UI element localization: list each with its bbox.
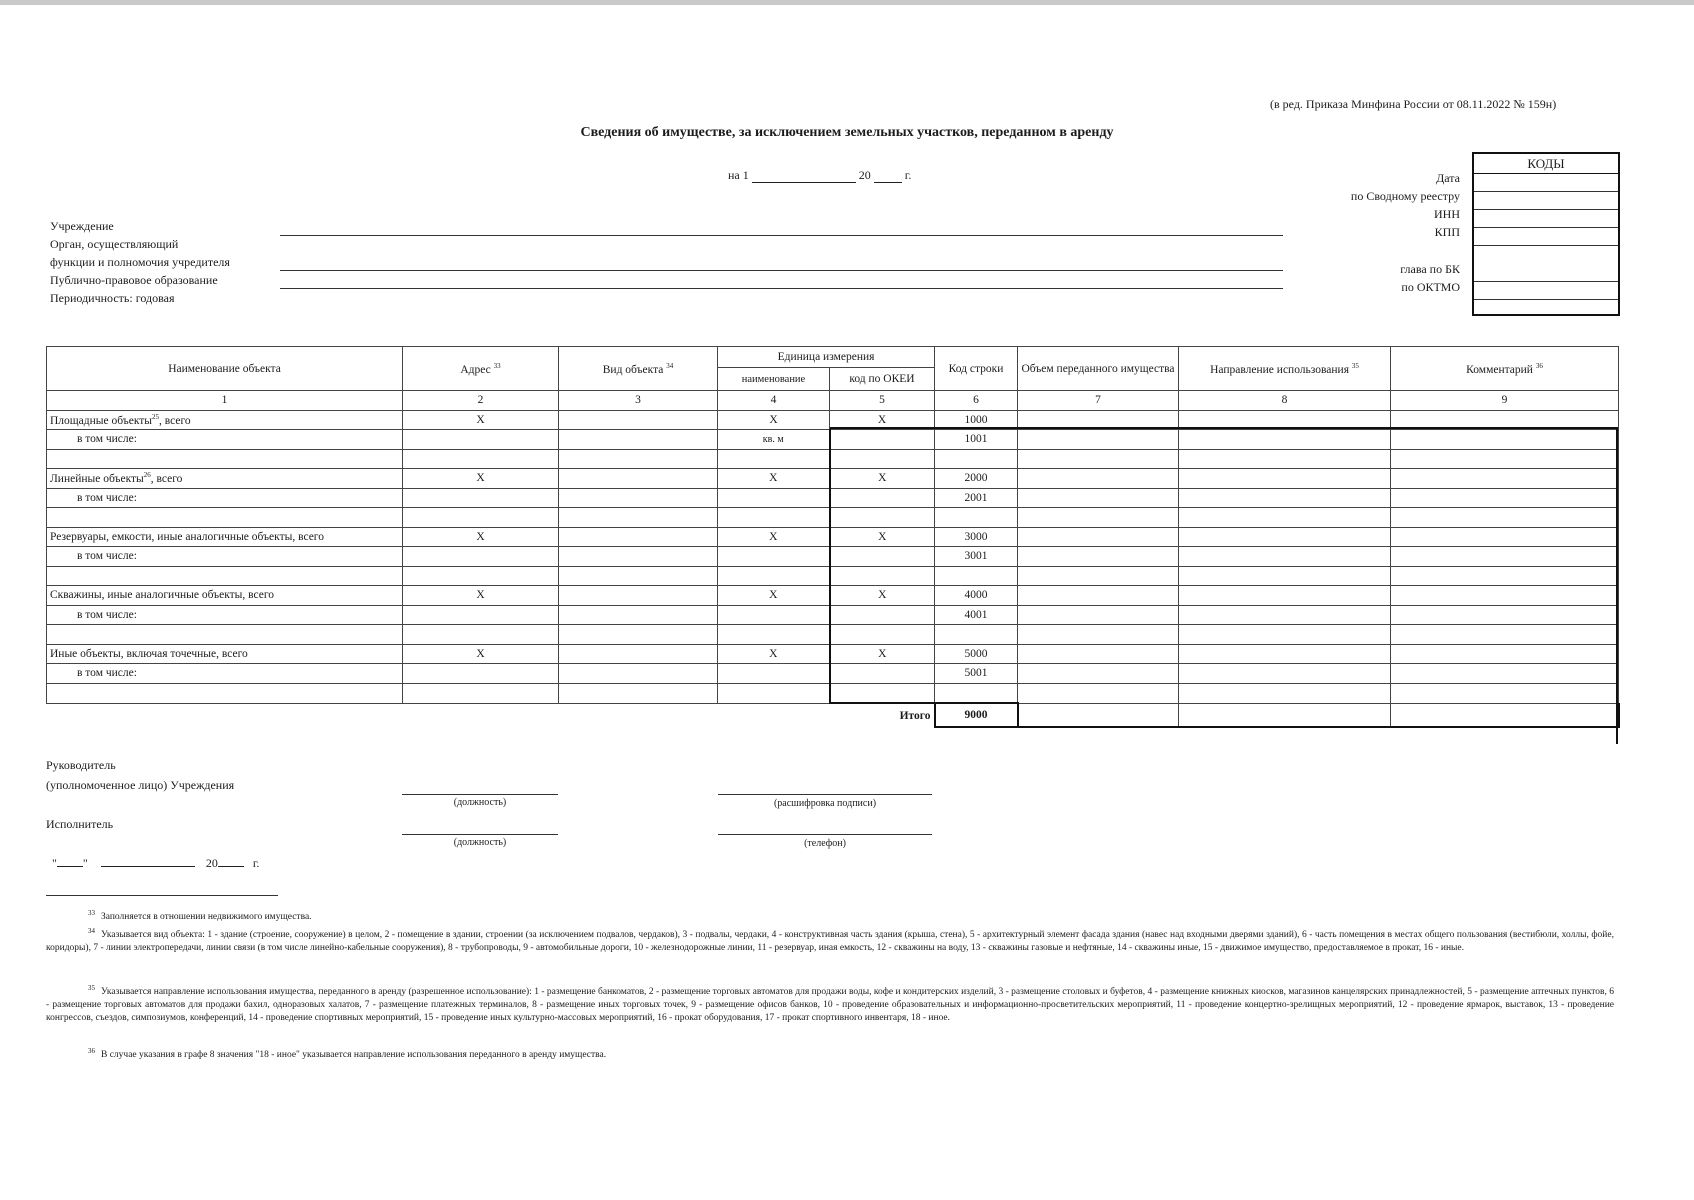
date-day-month-field[interactable] xyxy=(752,182,856,183)
public-entity-field-line[interactable] xyxy=(280,288,1283,289)
row-sub-code: 5001 xyxy=(935,664,1018,684)
row-volume-cell[interactable] xyxy=(1018,605,1179,625)
row-code: 2000 xyxy=(935,469,1018,489)
label-periodicity: Периодичность: годовая xyxy=(50,291,175,305)
col-header-volume: Объем переданного имущества xyxy=(1018,347,1179,391)
total-row xyxy=(47,703,1619,727)
footnote-33: $^{33}$ Заполняется в отношении недвижимого имущества. xyxy=(88,909,312,923)
date-year-field[interactable] xyxy=(874,182,902,183)
col-header-comment: Комментарий $^{36}$ xyxy=(1391,347,1619,391)
executor-phone-line[interactable] xyxy=(718,834,932,835)
col-header-name: Наименование объекта xyxy=(47,347,403,391)
executor-position-line[interactable] xyxy=(402,834,558,835)
row-code: 1000 xyxy=(935,410,1018,430)
page-title: Сведения об имуществе, за исключением земельных участков, переданном в аренду xyxy=(580,125,1114,140)
row-kind-cell[interactable] xyxy=(559,664,718,684)
row-okei: Х xyxy=(830,469,935,489)
head-position-caption: (должность) xyxy=(453,797,507,808)
empty-cell[interactable] xyxy=(1018,449,1179,469)
label-institution: Учреждение xyxy=(50,219,114,233)
row-okei: Х xyxy=(830,410,935,430)
empty-cell[interactable] xyxy=(1179,566,1391,586)
row-direction-cell[interactable] xyxy=(1179,527,1391,547)
empty-cell[interactable] xyxy=(718,625,830,645)
col-number: 6 xyxy=(935,391,1018,411)
executor-position-caption: (должность) xyxy=(453,837,507,848)
empty-cell[interactable] xyxy=(1179,683,1391,703)
codes-title: КОДЫ xyxy=(1474,154,1618,174)
row-volume-cell[interactable] xyxy=(1018,488,1179,508)
empty-cell[interactable] xyxy=(1179,508,1391,528)
row-volume-cell[interactable] xyxy=(1018,527,1179,547)
table-row xyxy=(47,508,1619,528)
row-direction-cell[interactable] xyxy=(1179,469,1391,489)
code-cell-bk[interactable] xyxy=(1474,281,1618,282)
col-number: 3 xyxy=(559,391,718,411)
empty-cell[interactable] xyxy=(559,683,718,703)
data-zone-top-border xyxy=(830,427,1618,429)
row-code: 5000 xyxy=(935,644,1018,664)
col-number: 9 xyxy=(1391,391,1619,411)
empty-cell[interactable] xyxy=(1179,625,1391,645)
report-date-line: на 1 20 г. xyxy=(728,168,912,182)
empty-cell[interactable] xyxy=(1391,566,1619,586)
founder-field-line[interactable] xyxy=(280,270,1283,271)
row-volume-cell[interactable] xyxy=(1018,430,1179,450)
code-cell-inn[interactable] xyxy=(1474,227,1618,228)
row-sub-unit: кв. м xyxy=(718,430,830,450)
table-row xyxy=(47,430,1619,450)
row-sub-code: 3001 xyxy=(935,547,1018,567)
row-direction-cell[interactable] xyxy=(1179,605,1391,625)
code-cell-kpp[interactable] xyxy=(1474,245,1618,246)
empty-cell[interactable] xyxy=(47,508,403,528)
empty-cell[interactable] xyxy=(559,449,718,469)
code-cell-date[interactable] xyxy=(1474,191,1618,192)
col-number: 5 xyxy=(830,391,935,411)
row-direction-cell[interactable] xyxy=(1179,664,1391,684)
empty-cell[interactable] xyxy=(1391,508,1619,528)
row-comment-cell[interactable] xyxy=(1391,664,1619,684)
col-header-unit-name: наименование xyxy=(718,368,830,391)
row-address-cell[interactable] xyxy=(403,664,559,684)
row-volume-cell[interactable] xyxy=(1018,547,1179,567)
row-sub-code: 2001 xyxy=(935,488,1018,508)
institution-field-line[interactable] xyxy=(280,235,1283,236)
property-table xyxy=(46,346,1620,728)
table-row xyxy=(47,605,1619,625)
row-sub-label: в том числе: xyxy=(47,547,403,567)
row-sub-label: в том числе: xyxy=(47,488,403,508)
empty-cell[interactable] xyxy=(47,683,403,703)
label-founder-2: функции и полномочия учредителя xyxy=(50,255,230,269)
scan-edge xyxy=(0,0,1694,5)
row-kind-cell[interactable] xyxy=(559,586,718,606)
empty-cell[interactable] xyxy=(559,566,718,586)
empty-cell[interactable] xyxy=(1018,625,1179,645)
empty-cell[interactable] xyxy=(559,625,718,645)
footnote-34: $^{34}$ Указывается вид объекта: 1 - здание (строение, сооружение) в целом, 2 - помещение в здании, строении (за исключением подвалов, чердаков), 3 - подвалы, чердаки, 4 - конструктивная часть здания (крыша, стена), 5 - архитектурный элемент фасада здания (навес над входными дверями зданий), 6 - часть помещения в местах общего пользования (вестибюли, холлы, фойе, коридоры), 7 - линии электропередачи, линии связи (в том числе линейно-кабельные сооружения), 8 - трубопроводы, 9 - автомобильные дороги, 10 - железнодорожные линии, 11 - резервуар, иная емкость, 12 - скважины на воду, 13 - скважины газовые и нефтяные, 14 - скважины иные, 15 - движимое имущество, предоставляемое в прокат, 16 - иные. xyxy=(46,927,1614,954)
code-cell-registry[interactable] xyxy=(1474,209,1618,210)
empty-cell[interactable] xyxy=(403,566,559,586)
row-name: Резервуары, емкости, иные аналогичные объекты, всего xyxy=(47,527,403,547)
sign-date-line: " " 20 г. xyxy=(52,856,260,870)
table-row xyxy=(47,547,1619,567)
row-okei: Х xyxy=(830,527,935,547)
col-number: 7 xyxy=(1018,391,1179,411)
row-comment-cell[interactable] xyxy=(1391,430,1619,450)
row-kind-cell[interactable] xyxy=(559,605,718,625)
row-okei-cell[interactable] xyxy=(830,488,935,508)
empty-cell[interactable] xyxy=(935,508,1018,528)
total-direction-cell[interactable] xyxy=(1179,703,1391,727)
codes-box xyxy=(1472,152,1620,316)
empty-cell[interactable] xyxy=(403,449,559,469)
code-label-inn: ИНН xyxy=(1434,207,1460,221)
row-unit: Х xyxy=(718,644,830,664)
row-address-cell[interactable] xyxy=(403,605,559,625)
col-header-address: Адрес $^{33}$ xyxy=(403,347,559,391)
empty-cell[interactable] xyxy=(718,683,830,703)
row-comment-cell[interactable] xyxy=(1391,644,1619,664)
table-row xyxy=(47,625,1619,645)
col-number: 8 xyxy=(1179,391,1391,411)
label-public-entity: Публично-правовое образование xyxy=(50,273,218,287)
row-sub-unit[interactable] xyxy=(718,547,830,567)
row-volume-cell[interactable] xyxy=(1018,469,1179,489)
row-okei-cell[interactable] xyxy=(830,664,935,684)
empty-cell[interactable] xyxy=(403,508,559,528)
row-unit: Х xyxy=(718,469,830,489)
empty-cell[interactable] xyxy=(1018,566,1179,586)
row-okei: Х xyxy=(830,644,935,664)
table-row xyxy=(47,644,1619,664)
row-comment-cell[interactable] xyxy=(1391,547,1619,567)
row-code: 3000 xyxy=(935,527,1018,547)
code-label-date: Дата xyxy=(1436,171,1460,185)
empty-cell[interactable] xyxy=(718,449,830,469)
row-address: Х xyxy=(403,469,559,489)
row-name: Линейные объекты$^{26}$, всего xyxy=(47,469,403,489)
row-address: Х xyxy=(403,644,559,664)
row-address: Х xyxy=(403,586,559,606)
code-label-bk: глава по БК xyxy=(1400,262,1460,276)
footnote-36: $^{36}$ В случае указания в графе 8 значения "18 - иное" указывается направление использования переданного в аренду имущества. xyxy=(88,1047,607,1061)
empty-cell[interactable] xyxy=(935,625,1018,645)
row-unit: Х xyxy=(718,527,830,547)
row-okei: Х xyxy=(830,586,935,606)
row-unit: Х xyxy=(718,410,830,430)
empty-cell[interactable] xyxy=(830,508,935,528)
col-number: 2 xyxy=(403,391,559,411)
empty-cell[interactable] xyxy=(47,449,403,469)
col-header-unit-okei: код по ОКЕИ xyxy=(830,368,935,391)
head-label-2: (уполномоченное лицо) Учреждения xyxy=(46,778,235,792)
empty-cell[interactable] xyxy=(718,566,830,586)
empty-cell[interactable] xyxy=(935,683,1018,703)
row-kind-cell[interactable] xyxy=(559,488,718,508)
empty-cell[interactable] xyxy=(830,683,935,703)
table-row xyxy=(47,469,1619,489)
row-comment-cell[interactable] xyxy=(1391,488,1619,508)
table-row xyxy=(47,527,1619,547)
col-header-kind: Вид объекта $^{34}$ xyxy=(559,347,718,391)
data-zone-right-border xyxy=(1616,427,1618,744)
col-header-direction: Направление использования $^{35}$ xyxy=(1179,347,1391,391)
col-number: 1 xyxy=(47,391,403,411)
empty-cell[interactable] xyxy=(403,625,559,645)
row-address-cell[interactable] xyxy=(403,547,559,567)
row-address-cell[interactable] xyxy=(403,488,559,508)
sign-month-field[interactable] xyxy=(101,866,195,867)
row-address: Х xyxy=(403,527,559,547)
col-header-unit: Единица измерения xyxy=(718,347,935,368)
row-kind-cell[interactable] xyxy=(559,644,718,664)
table-row xyxy=(47,488,1619,508)
total-volume-cell[interactable] xyxy=(1018,703,1179,727)
empty-cell[interactable] xyxy=(935,449,1018,469)
row-sub-unit[interactable] xyxy=(718,605,830,625)
row-address-cell[interactable] xyxy=(403,430,559,450)
row-comment-cell[interactable] xyxy=(1391,527,1619,547)
head-decode-line[interactable] xyxy=(718,794,932,795)
row-kind-cell[interactable] xyxy=(559,527,718,547)
row-okei-cell[interactable] xyxy=(830,430,935,450)
row-direction-cell[interactable] xyxy=(1179,547,1391,567)
row-okei-cell[interactable] xyxy=(830,605,935,625)
table-row xyxy=(47,683,1619,703)
row-name: Иные объекты, включая точечные, всего xyxy=(47,644,403,664)
sign-year-field[interactable] xyxy=(218,866,244,867)
row-sub-label: в том числе: xyxy=(47,664,403,684)
row-name: Площадные объекты$^{25}$, всего xyxy=(47,410,403,430)
row-sub-unit[interactable] xyxy=(718,664,830,684)
row-address: Х xyxy=(403,410,559,430)
row-kind-cell[interactable] xyxy=(559,410,718,430)
row-comment-cell[interactable] xyxy=(1391,605,1619,625)
label-founder-1: Орган, осуществляющий xyxy=(50,237,179,251)
row-direction-cell[interactable] xyxy=(1179,430,1391,450)
empty-cell[interactable] xyxy=(1018,508,1179,528)
row-direction-cell[interactable] xyxy=(1179,644,1391,664)
row-sub-label: в том числе: xyxy=(47,605,403,625)
total-comment-cell[interactable] xyxy=(1391,703,1619,727)
empty-cell[interactable] xyxy=(830,449,935,469)
row-sub-unit[interactable] xyxy=(718,488,830,508)
row-kind-cell[interactable] xyxy=(559,547,718,567)
code-cell-oktmo[interactable] xyxy=(1474,299,1618,300)
row-direction-cell[interactable] xyxy=(1179,488,1391,508)
col-header-line-code: Код строки xyxy=(935,347,1018,391)
code-label-registry: по Сводному реестру xyxy=(1350,189,1460,203)
row-okei-cell[interactable] xyxy=(830,547,935,567)
empty-cell[interactable] xyxy=(47,625,403,645)
row-direction-cell[interactable] xyxy=(1179,586,1391,606)
row-volume-cell[interactable] xyxy=(1018,644,1179,664)
row-sub-code: 1001 xyxy=(935,430,1018,450)
row-kind-cell[interactable] xyxy=(559,430,718,450)
empty-cell[interactable] xyxy=(1179,449,1391,469)
empty-cell[interactable] xyxy=(47,566,403,586)
code-label-oktmo: по ОКТМО xyxy=(1401,280,1460,294)
row-volume-cell[interactable] xyxy=(1018,586,1179,606)
empty-cell[interactable] xyxy=(403,683,559,703)
footnote-35: $^{35}$ Указывается направление использования имущества, переданного в аренду (разрешенное использование): 1 - размещение банкоматов, 2 - размещение торговых автоматов для продажи воды, кофе и кондитерских изделий, 3 - размещение столовых и буфетов, 4 - размещение книжных киосков, магазинов канцелярских принадлежностей, 5 - размещение аптечных пунктов, 6 - размещение торговых автоматов для продажи бахил, одноразовых халатов, 7 - размещение платежных терминалов, 8 - размещение иных торговых точек, 9 - размещение офисов банков, 10 - проведение образовательных и информационно-просветительских мероприятий, 11 - проведение концертно-зрелищных мероприятий, 12 - проведение ярмарок, выставок, 13 - проведение конгрессов, съездов, симпозиумов, конференций, 14 - проведение спортивных мероприятий, 15 - проведение иных культурно-массовых мероприятий, 16 - прокат оборудования, 17 - прокат спортивного инвентаря, 18 - иное. xyxy=(46,984,1614,1024)
table-row xyxy=(47,566,1619,586)
empty-cell[interactable] xyxy=(1018,683,1179,703)
empty-cell[interactable] xyxy=(559,508,718,528)
table-row xyxy=(47,664,1619,684)
edition-note: (в ред. Приказа Минфина России от 08.11.2022 № 159н) xyxy=(1270,97,1557,111)
empty-cell[interactable] xyxy=(1391,449,1619,469)
empty-cell[interactable] xyxy=(830,625,935,645)
footnote-separator xyxy=(46,895,278,896)
empty-cell[interactable] xyxy=(830,566,935,586)
head-position-line[interactable] xyxy=(402,794,558,795)
row-comment-cell[interactable] xyxy=(1391,469,1619,489)
table-row xyxy=(47,586,1619,606)
sign-day-field[interactable] xyxy=(57,866,83,867)
empty-cell[interactable] xyxy=(1391,683,1619,703)
row-unit: Х xyxy=(718,586,830,606)
table-row xyxy=(47,449,1619,469)
head-label-1: Руководитель xyxy=(46,758,116,772)
row-kind-cell[interactable] xyxy=(559,469,718,489)
total-code: 9000 xyxy=(935,703,1018,727)
row-name: Скважины, иные аналогичные объекты, всего xyxy=(47,586,403,606)
total-label: Итого xyxy=(830,703,935,727)
executor-label: Исполнитель xyxy=(46,817,114,831)
empty-cell[interactable] xyxy=(1391,625,1619,645)
row-code: 4000 xyxy=(935,586,1018,606)
row-comment-cell[interactable] xyxy=(1391,586,1619,606)
executor-phone-caption: (телефон) xyxy=(804,838,846,849)
col-number: 4 xyxy=(718,391,830,411)
empty-cell[interactable] xyxy=(718,508,830,528)
code-label-kpp: КПП xyxy=(1434,225,1460,239)
empty-cell[interactable] xyxy=(935,566,1018,586)
row-volume-cell[interactable] xyxy=(1018,664,1179,684)
row-sub-code: 4001 xyxy=(935,605,1018,625)
row-sub-label: в том числе: xyxy=(47,430,403,450)
head-decode-caption: (расшифровка подписи) xyxy=(773,798,877,809)
